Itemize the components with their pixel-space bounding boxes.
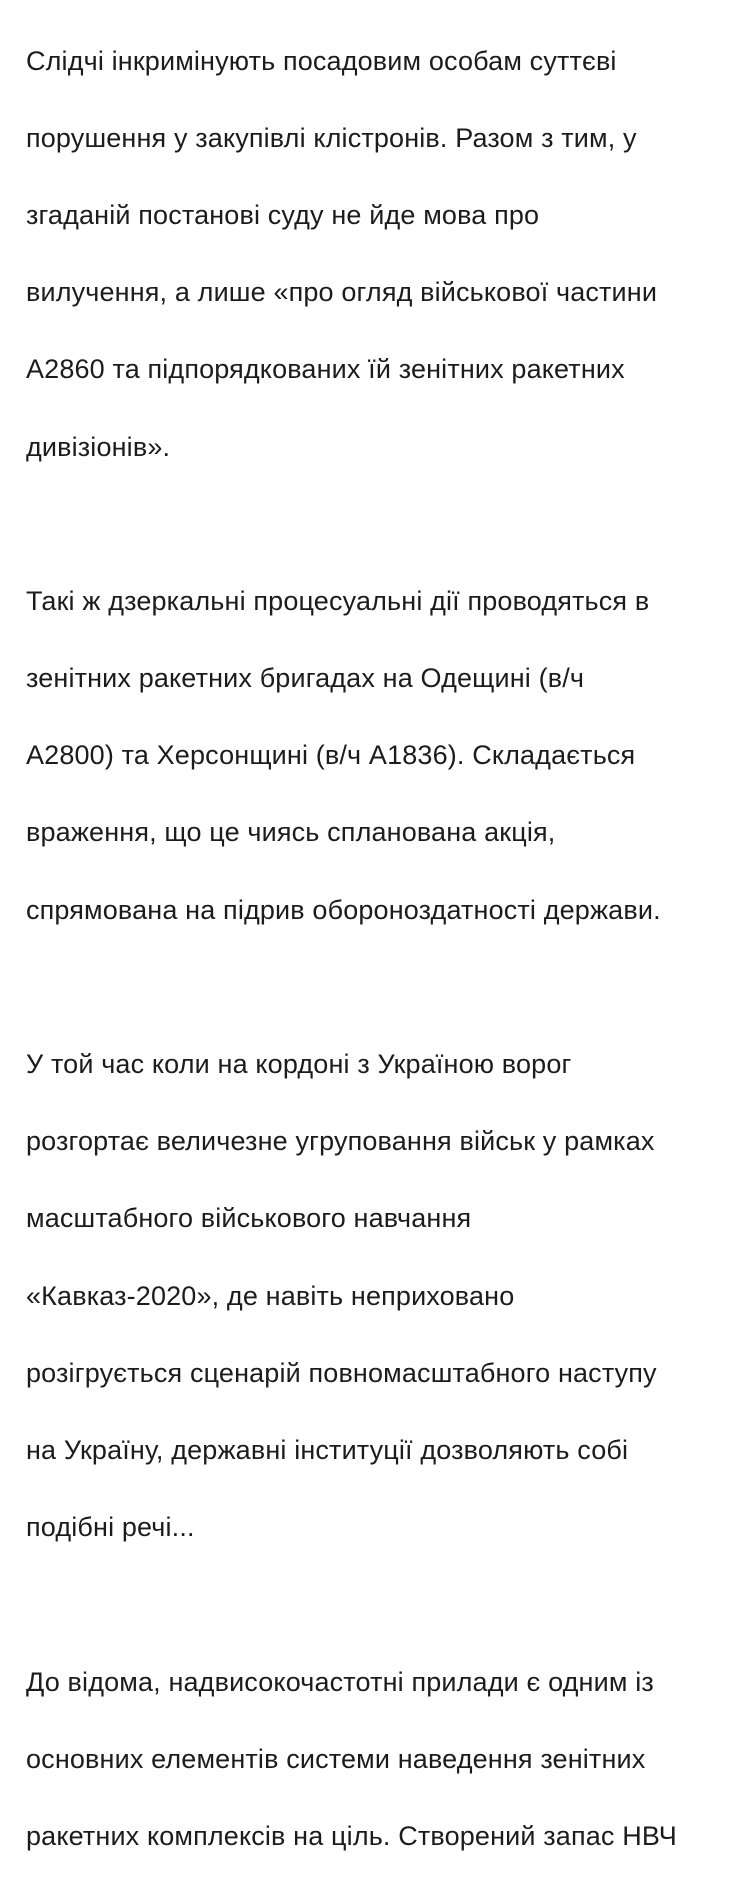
text-line: Такі ж дзеркальні процесуальні дії проводяться в (26, 585, 650, 616)
text-line: згаданій постанові суду не йде мова про (26, 199, 540, 230)
text-line: У той час коли на кордоні з Україною ворог (26, 1049, 572, 1080)
text-line: дивізіонів». (26, 431, 171, 462)
text-line: зенітних ракетних бригадах на Одещині (в/ч (26, 663, 585, 694)
text-line: А2860 та підпорядкованих їй зенітних ракетних (26, 354, 625, 385)
text-line: «Кавказ-2020», де навіть неприховано (26, 1280, 515, 1311)
text-line: спрямована на підрив обороноздатності держави. (26, 894, 661, 925)
paragraph-investigators (26, 3, 730, 505)
text-line: враження, що це чиясь спланована акція, (26, 817, 556, 848)
paragraph-mirror-actions (26, 543, 730, 968)
text-line: вилучення, а лише «про огляд військової частини (26, 277, 658, 308)
text-line: порушення у закупівлі клістронів. Разом з тим, у (26, 122, 637, 153)
text-line: розігрується сценарій повномасштабного наступу (26, 1357, 657, 1388)
text-line: До відома, надвисокочастотні прилади є одним із (26, 1666, 654, 1697)
text-line: А2800) та Херсонщині (в/ч А1836). Складається (26, 740, 636, 771)
text-line: розгортає величезне угруповання військ у рамках (26, 1126, 655, 1157)
text-line: подібні речі... (26, 1512, 195, 1543)
text-line: Слідчі інкримінують посадовим особам суттєві (26, 45, 617, 76)
paragraph-enemy-border (26, 1006, 730, 1585)
paragraph-for-reference (26, 1624, 730, 1894)
text-line: ракетних комплексів на ціль. Створений запас НВЧ (26, 1820, 677, 1851)
text-line: масштабного військового навчання (26, 1203, 472, 1234)
text-line: основних елементів системи наведення зенітних (26, 1743, 646, 1774)
text-line: на Україну, державні інституції дозволяють собі (26, 1434, 629, 1465)
